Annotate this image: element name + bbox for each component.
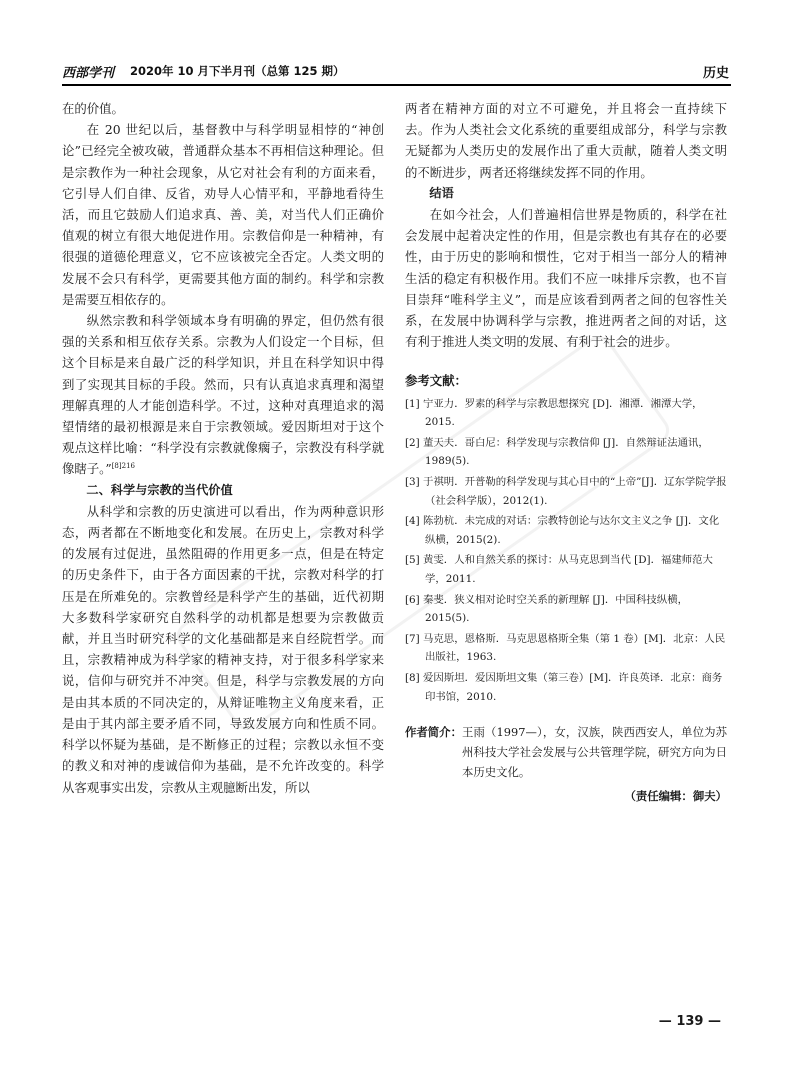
paragraph: 在如今社会，人们普遍相信世界是物质的，科学在社会发展中起着决定性的作用，但是宗教也有其存在的必要性，由于历史的影响和惯性，它对于相当一部分人的精神生活的稳定有积极作用。我们不应一味排斥宗教，也不盲目崇拜“唯科学主义”，而是应该看到两者之间的包容性关系，在发展中协调科学与宗教，推进两者之间的对话，这有利于推进人类文明的发展、有利于社会的进步。: [405, 207, 727, 350]
reference-item: [5] 黄雯．人和自然关系的探讨：从马克思到当代 [D]．福建师范大学，2011.: [405, 554, 713, 585]
section-heading: 结语: [429, 185, 454, 200]
reference-item: [2] 董天夫．哥白尼：科学发现与宗教信仰 [J]．自然辩证法通讯，1989(5).: [405, 436, 709, 468]
author-text: 王雨（1997—），女，汉族，陕西西安人，单位为苏州科技大学社会发展与公共管理学院，研究方向为日本历史文化。: [461, 725, 727, 780]
reference-item: [8] 爱因斯坦．爱因斯坦文集（第三卷）[M]．许良英译．北京：商务印书馆，2010.: [405, 671, 723, 703]
section-title: 历史: [702, 66, 729, 81]
reference-item: [6] 秦斐．狭义相对论时空关系的新理解 [J]．中国科技纵横，2015(5).: [405, 593, 688, 625]
author-label: 作者简介：: [405, 725, 462, 740]
editor-note: （责任编辑：御夫）: [624, 789, 727, 804]
right-column: [405, 98, 727, 807]
page-header: [62, 58, 731, 86]
paragraph: 从科学和宗教的历史演进可以看出，作为两种意识形态，两者都在不断地变化和发展。在历史上，宗教对科学的发展有过促进，虽然阻碍的作用更多一点，但是在特定的历史条件下，由于各方面因素的干扰，宗教对科学的打压是在所难免的。宗教曾经是科学产生的基础，近代初期大多数科学家研究自然科学的动机都是想要为宗教做贡献，并且当时研究科学的文化基础都是来自经院哲学。而且，宗教精神成为科学家的精神支持，对于很多科学家来说，信仰与研究并不冲突。但是，科学与宗教发展的方向是由其本质的不同决定的，从辩证唯物主义角度来看，正是由于其内部主要矛盾不同，导致发展方向和性质不同。科学以怀疑为基础，是不断修正的过程；宗教以永恒不变的教义和对神的虔诚信仰为基础，是不允许改变的。科学从客观事实出发，宗教从主观臆断出发，所以: [62, 503, 384, 795]
paragraph: 在 20 世纪以后，基督教中与科学明显相悖的“神创论”已经完全被攻破，普通群众基本不再相信这种理论。但是宗教作为一种社会现象，从它对社会有利的方面来看，它引导人们自律、反省，劝导人心情平和，平静地看待生活，而且它鼓励人们追求真、善、美，对当代人们正确价值观的树立有很大地促进作用。宗教信仰是一种精神，有很强的道德伦理意义，它不应该被完全否定。人类文明的发展不会只有科学，更需要其他方面的制约。科学和宗教是需要互相依存的。: [62, 122, 384, 307]
references-title: 参考文献：: [405, 373, 467, 389]
reference-item: [7] 马克思，恩格斯．马克思恩格斯全集（第 1 卷）[M]．北京：人民出版社，1963.: [405, 632, 726, 664]
paragraph: [62, 310, 384, 480]
paragraph: 在的价值。: [62, 101, 124, 116]
paragraph: 两者在精神方面的对立不可避免，并且将会一直持续下去。作为人类社会文化系统的重要组成部分，科学与宗教无疑都为人类历史的发展作出了重大贡献，随着人类文明的不断进步，两者还将继续发挥不同的作用。: [405, 101, 727, 180]
author-bio: [405, 722, 727, 782]
page-number: — 139 —: [658, 1014, 721, 1029]
left-column: [62, 98, 384, 798]
citation: [8]216: [111, 462, 135, 471]
reference-item: [4] 陈勃杭．未完成的对话：宗教特创论与达尔文主义之争 [J]．文化纵横，2015(2).: [405, 515, 720, 546]
section-heading: 二、科学与宗教的当代价值: [86, 482, 233, 497]
reference-item: [3] 于祺明．开普勒的科学发现与其心目中的“上帝”[J]．辽东学院学报（社会科学版），2012(1).: [405, 476, 727, 507]
reference-item: [1] 宁亚力．罗素的科学与宗教思想探究 [D]．湘潭．湘潭大学，2015.: [405, 397, 703, 429]
paragraph-text: 纵然宗教和科学领域本身有明确的界定，但仍然有很强的关系和相互依存关系。宗教为人们设定一个目标，但这个目标是来自最广泛的科学知识，并且在科学知识中得到了实现其目标的手段。然而，只有认真追求真理和渴望理解真理的人才能创造科学。不过，这种对真理追求的渴望情绪的最初根源是来自于宗教领域。爱因斯坦对于这个观点这样比喻：“科学没有宗教就像瘸子，宗教没有科学就像瞎子。”: [62, 313, 384, 477]
journal-logo: 西部学刊: [62, 66, 115, 81]
issue-info: 2020年 10 月下半月刊（总第 125 期）: [130, 64, 345, 78]
